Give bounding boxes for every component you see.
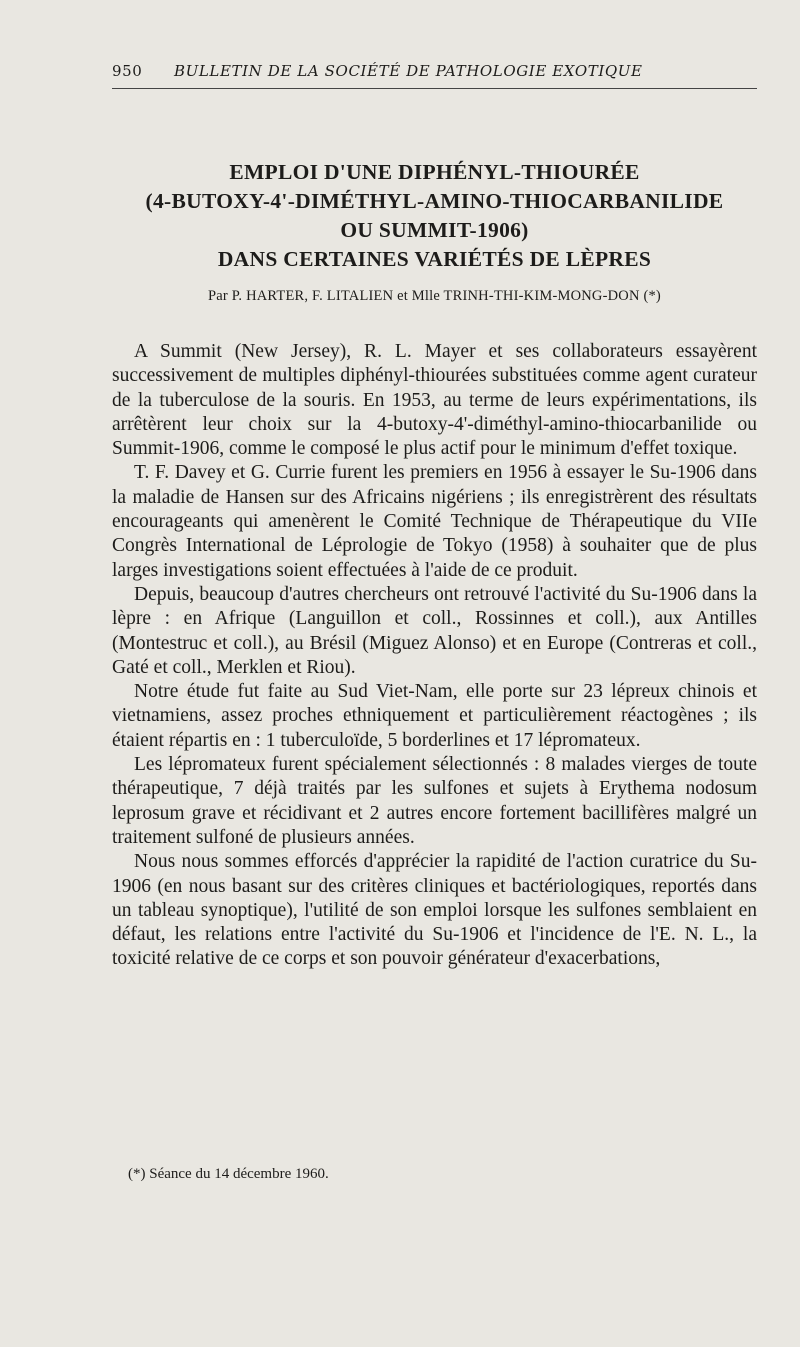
paragraph: A Summit (New Jersey), R. L. Mayer et ses collaborateurs essayèrent successivement de multiples diphényl-thiourées substituées comme agent curateur de la tuberculose de la souris. En 1953, au terme de leurs expérimentations, ils arrêtèrent leur choix sur la 4-butoxy-4'-diméthyl-amino-thiocarbanilide ou Summit-1906, comme le composé le plus actif pour le minimum d'effet toxique. (112, 341, 757, 460)
article-title (112, 158, 757, 274)
running-title: BULLETIN DE LA SOCIÉTÉ DE PATHOLOGIE EXOTIQUE (174, 62, 643, 80)
author-line: Par P. HARTER, F. LITALIEN et Mlle TRINH-THI-KIM-MONG-DON (*) (208, 288, 661, 304)
title-line: EMPLOI D'UNE DIPHÉNYL-THIOURÉE (229, 160, 640, 184)
article-body (112, 340, 757, 972)
page-number: 950 (112, 62, 143, 80)
paragraph: T. F. Davey et G. Currie furent les premiers en 1956 à essayer le Su-1906 dans la maladie de Hansen sur des Africains nigériens ; ils enregistrèrent des résultats encourageants qui amenèrent le Comité Technique de Thérapeutique du VIIe Congrès International de Léprologie de Tokyo (1958) à souhaiter que de plus larges investigations soient effectuées à l'aide de ce produit. (112, 462, 757, 581)
paragraph: Les lépromateux furent spécialement sélectionnés : 8 malades vierges de toute thérapeutique, 7 déjà traités par les sulfones et sujets à Erythema nodosum leprosum grave et récidivant et 2 autres encore fortement bacillifères malgré un traitement sulfoné de plusieurs années. (112, 754, 757, 848)
paragraph: Depuis, beaucoup d'autres chercheurs ont retrouvé l'activité du Su-1906 dans la lèpre : en Afrique (Languillon et coll., Rossinnes et coll.), aux Antilles (Montestruc et coll.), au Brésil (Miguez Alonso) et en Europe (Contreras et coll., Gaté et coll., Merklen et Riou). (112, 583, 757, 678)
footnote: (*) Séance du 14 décembre 1960. (128, 1166, 329, 1182)
title-line: OU SUMMIT-1906) (340, 218, 529, 242)
title-line: DANS CERTAINES VARIÉTÉS DE LÈPRES (217, 247, 652, 271)
paragraph: Nous nous sommes efforcés d'apprécier la rapidité de l'action curatrice du Su-1906 (en nous basant sur des critères cliniques et bactériologiques, reportés dans un tableau synoptique), l'utilité de son emploi lorsque les sulfones semblaient en défaut, les relations entre l'activité du Su-1906 et l'incidence de l'E. N. L., la toxicité relative de ce corps et son pouvoir générateur d'exacerbations, (112, 851, 757, 970)
title-line: (4-BUTOXY-4'-DIMÉTHYL-AMINO-THIOCARBANILIDE (145, 189, 724, 213)
paragraph: Notre étude fut faite au Sud Viet-Nam, elle porte sur 23 lépreux chinois et vietnamiens, assez proches ethniquement et particulièrement réactogènes ; ils étaient répartis en : 1 tuberculoïde, 5 borderlines et 17 lépromateux. (112, 681, 757, 751)
running-header (112, 62, 757, 89)
